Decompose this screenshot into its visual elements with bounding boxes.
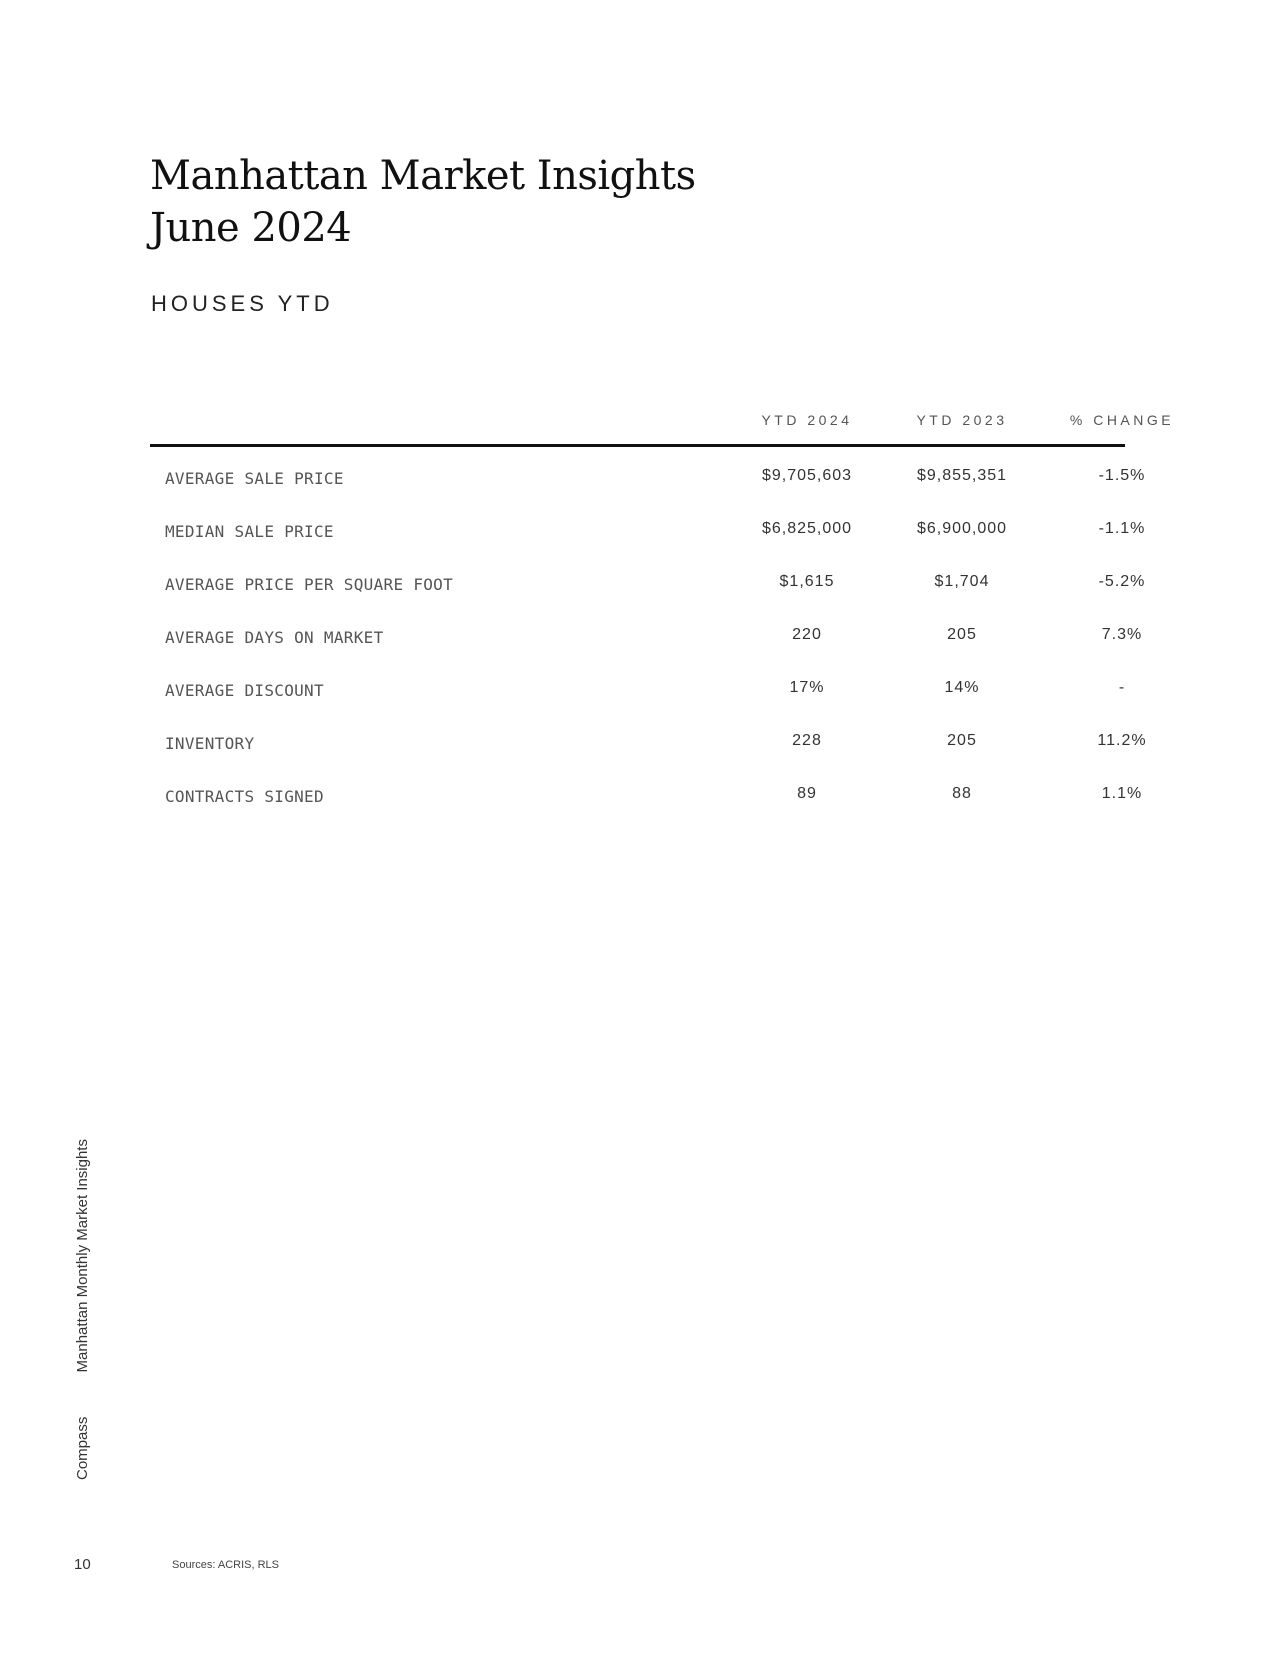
column-header-ytd-2024: YTD 2024 bbox=[761, 412, 853, 428]
cell-ytd-2024: 89 bbox=[797, 785, 817, 802]
market-stats-table bbox=[150, 408, 1175, 832]
cell-ytd-2023: 205 bbox=[947, 626, 977, 643]
table-header bbox=[150, 408, 1175, 447]
row-label: AVERAGE DAYS ON MARKET bbox=[165, 628, 384, 647]
table-row bbox=[150, 567, 1146, 620]
row-label: CONTRACTS SIGNED bbox=[165, 787, 324, 806]
page-number: 10 bbox=[74, 1556, 91, 1573]
table-row bbox=[150, 620, 1143, 673]
cell-ytd-2024: $6,825,000 bbox=[761, 520, 853, 537]
cell-ytd-2023: 205 bbox=[947, 732, 977, 749]
cell-ytd-2023: 88 bbox=[952, 785, 972, 802]
table-row bbox=[150, 514, 1146, 567]
row-label: AVERAGE PRICE PER SQUARE FOOT bbox=[165, 575, 454, 594]
publication-name: Manhattan Monthly Market Insights bbox=[74, 1139, 91, 1373]
cell-percent-change: - bbox=[1118, 679, 1126, 696]
title-line-2: June 2024 bbox=[150, 205, 352, 251]
row-label: AVERAGE DISCOUNT bbox=[165, 681, 324, 700]
brand-name: Compass bbox=[74, 1416, 91, 1480]
cell-ytd-2024: 220 bbox=[792, 626, 822, 643]
cell-percent-change: -5.2% bbox=[1098, 573, 1146, 590]
table-row bbox=[150, 779, 1143, 832]
cell-ytd-2024: 228 bbox=[792, 732, 822, 749]
table-row bbox=[150, 461, 1146, 514]
cell-ytd-2023: $6,900,000 bbox=[916, 520, 1008, 537]
row-label: INVENTORY bbox=[165, 734, 255, 753]
cell-percent-change: -1.1% bbox=[1098, 520, 1146, 537]
page-title bbox=[150, 150, 696, 254]
title-line-1: Manhattan Market Insights bbox=[150, 153, 696, 199]
table-row bbox=[150, 673, 1125, 726]
column-header-percent-change: % CHANGE bbox=[1069, 412, 1175, 428]
sources-note: Sources: ACRIS, RLS bbox=[172, 1559, 279, 1571]
row-label: AVERAGE SALE PRICE bbox=[165, 469, 344, 488]
column-header-ytd-2023: YTD 2023 bbox=[916, 412, 1008, 428]
cell-ytd-2024: 17% bbox=[789, 679, 825, 696]
cell-percent-change: 1.1% bbox=[1101, 785, 1143, 802]
cell-ytd-2023: $1,704 bbox=[934, 573, 990, 590]
cell-ytd-2024: $9,705,603 bbox=[761, 467, 853, 484]
table-row bbox=[150, 726, 1147, 779]
table-body bbox=[150, 447, 1147, 832]
cell-ytd-2023: 14% bbox=[944, 679, 980, 696]
cell-percent-change: -1.5% bbox=[1098, 467, 1146, 484]
row-label: MEDIAN SALE PRICE bbox=[165, 522, 334, 541]
vertical-footer-text bbox=[74, 1139, 91, 1480]
cell-ytd-2024: $1,615 bbox=[779, 573, 835, 590]
cell-percent-change: 7.3% bbox=[1101, 626, 1143, 643]
cell-percent-change: 11.2% bbox=[1097, 732, 1147, 749]
section-heading: HOUSES YTD bbox=[151, 291, 334, 316]
cell-ytd-2023: $9,855,351 bbox=[916, 467, 1008, 484]
